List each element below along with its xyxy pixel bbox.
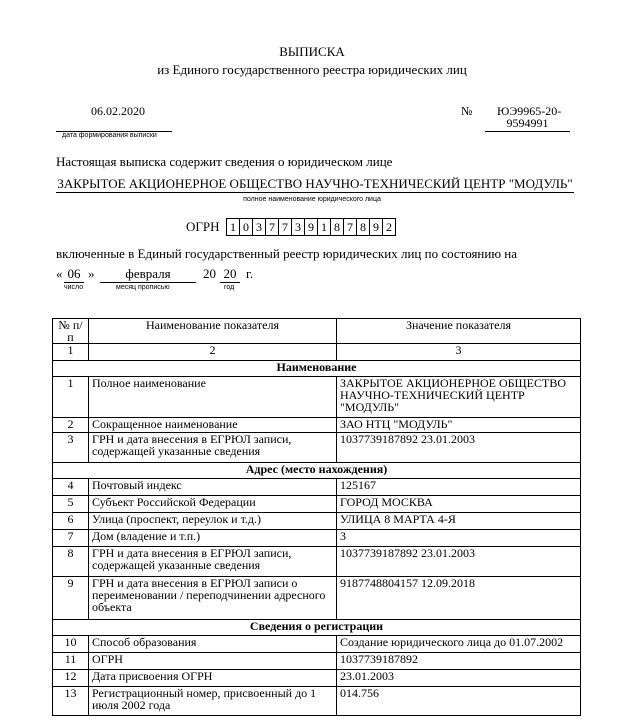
formation-date	[56, 104, 172, 132]
row-number: 13	[53, 687, 89, 716]
row-name: Улица (проспект, переулок и т.д.)	[89, 513, 337, 530]
row-name: Почтовый индекс	[89, 479, 337, 496]
row-number: 7	[53, 530, 89, 547]
row-value: 1037739187892	[337, 653, 581, 670]
ogrn-digit-box: 7	[265, 218, 279, 236]
row-name: Сокращенное наименование	[89, 418, 337, 433]
table-row	[53, 670, 581, 687]
close-quote: »	[88, 266, 95, 281]
row-value: ЗАКРЫТОЕ АКЦИОНЕРНОЕ ОБЩЕСТВО НАУЧНО-ТЕХНИЧЕСКИЙ ЦЕНТР "МОДУЛЬ"	[337, 377, 581, 418]
state-day: 06	[64, 266, 84, 283]
row-name: ГРН и дата внесения в ЕГРЮЛ записи, содержащей указанные сведения	[89, 433, 337, 463]
ogrn-digit-box: 3	[252, 218, 266, 236]
ogrn-digit-box: 2	[382, 218, 396, 236]
state-year-word: г.	[246, 266, 254, 281]
column-number-1: 1	[53, 344, 89, 361]
row-number: 10	[53, 636, 89, 653]
row-name: Способ образования	[89, 636, 337, 653]
document-subtitle: из Единого государственного реестра юридических лиц	[157, 62, 467, 77]
row-value: Создание юридического лица до 01.07.2002	[337, 636, 581, 653]
table-row	[53, 653, 581, 670]
ogrn-digit-boxes	[226, 218, 395, 236]
table-row	[53, 530, 581, 547]
header-cell-name: Наименование показателя	[89, 319, 337, 344]
row-value: 125167	[337, 479, 581, 496]
row-number: 1	[53, 377, 89, 418]
ogrn-digit-box: 0	[239, 218, 253, 236]
row-name: Дата присвоения ОГРН	[89, 670, 337, 687]
section-row	[53, 620, 581, 636]
row-number: 8	[53, 547, 89, 577]
row-value: 1037739187892 23.01.2003	[337, 547, 581, 577]
ogrn-digit-box: 8	[330, 218, 344, 236]
header-cell-number: № п/п	[53, 319, 89, 344]
ogrn-label: ОГРН	[186, 219, 220, 234]
table-row	[53, 577, 581, 620]
ogrn-digit-box: 1	[226, 218, 240, 236]
table-row	[53, 479, 581, 496]
row-name: ГРН и дата внесения в ЕГРЮЛ записи, содержащей указанные сведения	[89, 547, 337, 577]
row-value: 1037739187892 23.01.2003	[337, 433, 581, 463]
section-title: Наименование	[53, 361, 581, 377]
table-row	[53, 418, 581, 433]
row-number: 2	[53, 418, 89, 433]
formation-date-value: 06.02.2020	[91, 104, 145, 118]
row-value: ГОРОД МОСКВА	[337, 496, 581, 513]
ogrn-digit-box: 7	[343, 218, 357, 236]
row-name: ОГРН	[89, 653, 337, 670]
ogrn-digit-box: 7	[278, 218, 292, 236]
row-name: Дом (владение и т.п.)	[89, 530, 337, 547]
column-number-3: 3	[337, 344, 581, 361]
ogrn-digit-box: 8	[356, 218, 370, 236]
section-row	[53, 463, 581, 479]
document-title: ВЫПИСКА	[279, 44, 345, 59]
row-name: Полное наименование	[89, 377, 337, 418]
open-quote: «	[56, 266, 63, 281]
row-value: 014.756	[337, 687, 581, 716]
table-row	[53, 496, 581, 513]
state-year-suffix: 20	[220, 266, 240, 283]
row-number: 5	[53, 496, 89, 513]
row-number: 11	[53, 653, 89, 670]
table-row	[53, 636, 581, 653]
row-number: 9	[53, 577, 89, 620]
table-row	[53, 547, 581, 577]
ogrn-digit-box: 9	[304, 218, 318, 236]
table-column-numbers-row	[53, 344, 581, 361]
row-name: Регистрационный номер, присвоенный до 1 июля 2002 года	[89, 687, 337, 716]
header-cell-value: Значение показателя	[337, 319, 581, 344]
row-number: 4	[53, 479, 89, 496]
column-number-2: 2	[89, 344, 337, 361]
intro-text: Настоящая выписка содержит сведения о юридическом лице	[56, 154, 393, 169]
number-line1: ЮЭ9965-20-	[497, 104, 562, 118]
table-header-row	[53, 319, 581, 344]
ogrn-digit-box: 3	[291, 218, 305, 236]
state-month: февраля	[100, 266, 196, 283]
company-caption: полное наименование юридического лица	[243, 196, 381, 203]
row-name: Субъект Российской Федерации	[89, 496, 337, 513]
table-row	[53, 433, 581, 463]
number-line2: 9594991	[485, 116, 570, 132]
ogrn-digit-box: 1	[317, 218, 331, 236]
formation-date-caption: дата формирования выписки	[62, 132, 157, 139]
row-value: 9187748804157 12.09.2018	[337, 577, 581, 620]
table-row	[53, 513, 581, 530]
row-number: 12	[53, 670, 89, 687]
row-value: 23.01.2003	[337, 670, 581, 687]
table-row	[53, 377, 581, 418]
month-caption: месяц прописью	[116, 284, 170, 291]
day-caption: число	[64, 284, 84, 291]
row-value: УЛИЦА 8 МАРТА 4-Я	[337, 513, 581, 530]
section-row	[53, 361, 581, 377]
row-value: 3	[337, 530, 581, 547]
company-full-name: ЗАКРЫТОЕ АКЦИОНЕРНОЕ ОБЩЕСТВО НАУЧНО-ТЕХНИЧЕСКИЙ ЦЕНТР "МОДУЛЬ"	[57, 176, 573, 191]
row-number: 3	[53, 433, 89, 463]
state-year-prefix: 20	[203, 266, 216, 281]
row-value: ЗАО НТЦ "МОДУЛЬ"	[337, 418, 581, 433]
section-title: Сведения о регистрации	[53, 620, 581, 636]
year-caption: год	[224, 284, 235, 291]
extract-table	[52, 318, 581, 716]
section-title: Адрес (место нахождения)	[53, 463, 581, 479]
table-row	[53, 687, 581, 716]
row-number: 6	[53, 513, 89, 530]
state-text: включенные в Единый государственный реестр юридических лиц по состоянию на	[56, 246, 518, 261]
row-name: ГРН и дата внесения в ЕГРЮЛ записи о переименовании / переподчинении адресного объекта	[89, 577, 337, 620]
ogrn-digit-box: 9	[369, 218, 383, 236]
number-sign: №	[461, 104, 473, 118]
